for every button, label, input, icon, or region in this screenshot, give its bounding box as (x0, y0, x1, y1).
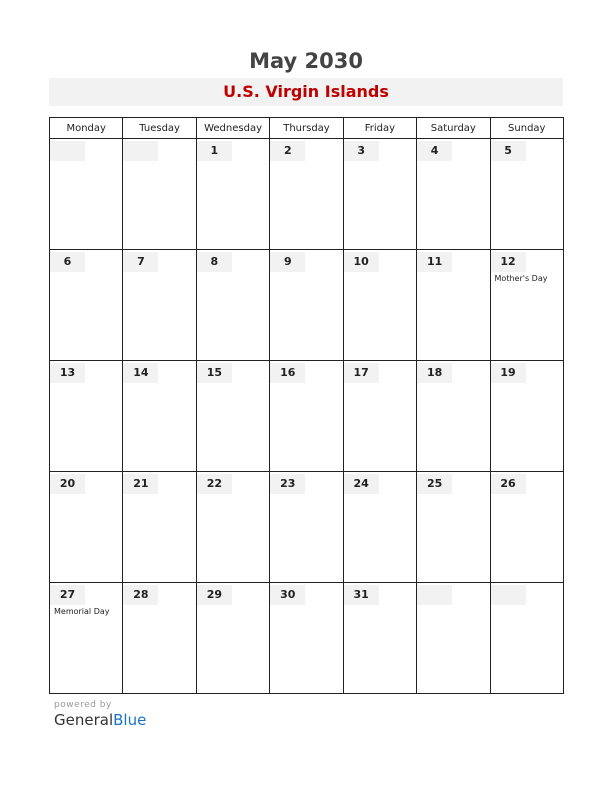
country-name: U.S. Virgin Islands (223, 82, 389, 101)
calendar-title: May 2030 (249, 49, 363, 73)
week-row (50, 472, 564, 583)
week-row (50, 139, 564, 250)
day-number (491, 585, 526, 605)
powered-by-label: powered by (54, 700, 112, 710)
day-number (50, 141, 85, 161)
country-banner (49, 78, 563, 106)
day-number (123, 141, 158, 161)
weekday-header: Thursday (270, 118, 343, 139)
day-number: 15 (197, 363, 232, 383)
day-number: 24 (344, 474, 379, 494)
week-row (50, 250, 564, 361)
day-number: 28 (123, 585, 158, 605)
brand-part-blue: Blue (113, 711, 147, 729)
day-number: 2 (270, 141, 305, 161)
footer-branding (54, 700, 146, 729)
weekday-header: Tuesday (123, 118, 196, 139)
day-cell (123, 361, 196, 472)
day-cell (343, 250, 416, 361)
day-cell (417, 361, 490, 472)
day-cell (50, 583, 123, 694)
day-cell (123, 583, 196, 694)
day-cell (196, 139, 269, 250)
day-number: 16 (270, 363, 305, 383)
day-number: 23 (270, 474, 305, 494)
day-number: 11 (417, 252, 452, 272)
weekday-header: Wednesday (196, 118, 269, 139)
day-number: 1 (197, 141, 232, 161)
day-cell (343, 139, 416, 250)
day-cell (196, 583, 269, 694)
day-cell (50, 472, 123, 583)
calendar-grid (49, 117, 564, 694)
empty-day-cell (123, 139, 196, 250)
day-number: 12 (491, 252, 526, 272)
day-number: 6 (50, 252, 85, 272)
day-number: 14 (123, 363, 158, 383)
day-number: 31 (344, 585, 379, 605)
empty-day-cell (490, 583, 563, 694)
day-cell (343, 361, 416, 472)
day-number: 22 (197, 474, 232, 494)
day-cell (270, 139, 343, 250)
day-number: 7 (123, 252, 158, 272)
day-number: 8 (197, 252, 232, 272)
week-row (50, 583, 564, 694)
day-number: 9 (270, 252, 305, 272)
day-number: 21 (123, 474, 158, 494)
day-cell (123, 250, 196, 361)
day-cell (50, 361, 123, 472)
weekday-header: Friday (343, 118, 416, 139)
day-cell (417, 472, 490, 583)
day-cell (50, 250, 123, 361)
day-cell (196, 250, 269, 361)
weekday-header-row (50, 118, 564, 139)
day-number (417, 585, 452, 605)
day-number: 27 (50, 585, 85, 605)
day-number: 18 (417, 363, 452, 383)
day-cell (196, 361, 269, 472)
day-number: 5 (491, 141, 526, 161)
day-cell (270, 361, 343, 472)
weekday-header: Saturday (417, 118, 490, 139)
day-cell (343, 583, 416, 694)
day-number: 19 (491, 363, 526, 383)
day-number: 17 (344, 363, 379, 383)
generalblue-logo[interactable] (54, 711, 146, 729)
weekday-header: Sunday (490, 118, 563, 139)
day-number: 30 (270, 585, 305, 605)
day-number: 13 (50, 363, 85, 383)
day-number: 10 (344, 252, 379, 272)
day-cell (123, 472, 196, 583)
week-row (50, 361, 564, 472)
day-cell (490, 139, 563, 250)
day-number: 3 (344, 141, 379, 161)
day-cell (270, 472, 343, 583)
day-cell (490, 250, 563, 361)
day-number: 29 (197, 585, 232, 605)
day-cell (417, 139, 490, 250)
day-cell (417, 250, 490, 361)
day-cell (490, 361, 563, 472)
day-cell (270, 583, 343, 694)
day-number: 25 (417, 474, 452, 494)
day-cell (196, 472, 269, 583)
empty-day-cell (417, 583, 490, 694)
day-cell (343, 472, 416, 583)
empty-day-cell (50, 139, 123, 250)
day-cell (270, 250, 343, 361)
holiday-label: Memorial Day (54, 607, 110, 616)
day-number: 4 (417, 141, 452, 161)
day-cell (490, 472, 563, 583)
day-number: 26 (491, 474, 526, 494)
weekday-header: Monday (50, 118, 123, 139)
holiday-label: Mother's Day (494, 274, 548, 283)
day-number: 20 (50, 474, 85, 494)
brand-part-general: General (54, 711, 114, 729)
